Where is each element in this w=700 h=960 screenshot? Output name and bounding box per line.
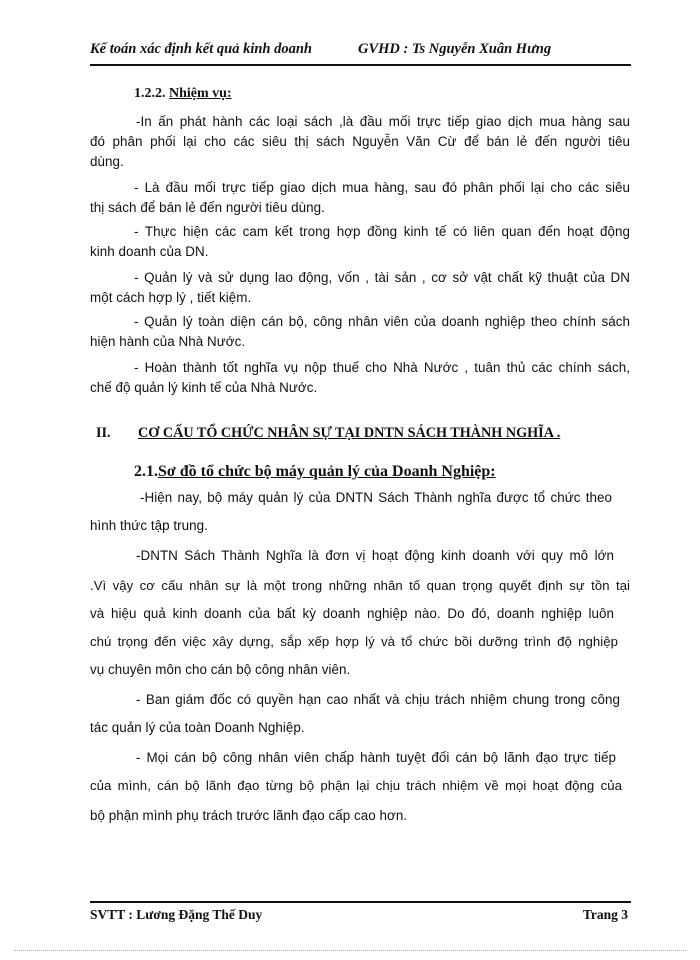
body-line: -DNTN Sách Thành Nghĩa là đơn vị hoạt động kinh doanh với quy mô lớn [136, 548, 614, 563]
section-1-2-2-title: Nhiệm vụ: [169, 86, 232, 101]
body-line: vụ chuyên môn cho cán bộ công nhân viên. [90, 662, 351, 677]
page-break-line [14, 950, 686, 951]
body-line: .Vì vậy cơ cấu nhân sự là một trong những nhân tố quan trọng quyết định sự tồn tại [90, 578, 630, 593]
body-line: và hiệu quả kinh doanh của bất kỳ doanh nghiệp nào. Do đó, doanh nghiệp luôn [90, 606, 614, 621]
section-2-1-heading [134, 463, 496, 481]
body-line: - Hoàn thành tốt nghĩa vụ nộp thuế cho Nhà Nước , tuân thủ các chính sách, [134, 360, 630, 375]
section-II-number: II. [96, 425, 111, 441]
body-line: thị sách để bán lẻ đến người tiêu dùng. [90, 200, 325, 215]
body-line: - Là đầu mối trực tiếp giao dịch mua hàng, sau đó phân phối lại cho các siêu [134, 180, 630, 195]
body-line: bộ phận mình phụ trách trước lãnh đạo cấp cao hơn. [90, 808, 408, 823]
section-II-title: CƠ CẤU TỔ CHỨC NHÂN SỰ TẠI DNTN SÁCH THÀNH NGHĨA . [138, 425, 561, 441]
body-line: -Hiện nay, bộ máy quản lý của DNTN Sách Thành nghĩa được tổ chức theo [140, 490, 612, 505]
section-2-1-title: Sơ đồ tổ chức bộ máy quản lý của Doanh Nghiệp: [158, 463, 496, 480]
body-line: hình thức tập trung. [90, 518, 208, 533]
body-line: - Quản lý và sử dụng lao động, vốn , tài sản , cơ sở vật chất kỹ thuật của DN [134, 270, 630, 285]
header-title: Kế toán xác định kết quả kinh doanh [90, 41, 312, 57]
footer-rule [90, 901, 631, 903]
header-advisor: GVHD : Ts Nguyễn Xuân Hưng [358, 41, 552, 57]
body-line: tác quản lý của toàn Doanh Nghiệp. [90, 720, 305, 735]
footer-student: SVTT : Lương Đặng Thế Duy [90, 907, 263, 922]
body-line: chế độ quản lý kinh tế của Nhà Nước. [90, 380, 318, 395]
body-line: - Ban giám đốc có quyền hạn cao nhất và chịu trách nhiệm chung trong công [136, 692, 620, 707]
body-line: -In ấn phát hành các loại sách ,là đầu mối trực tiếp giao dịch mua hàng sau [136, 114, 630, 129]
section-1-2-2-heading [134, 86, 232, 102]
body-line: chú trọng đến việc xây dựng, sắp xếp hợp lý và tổ chức bồi dưỡng trình độ nghiệp [90, 634, 618, 649]
section-1-2-2-number: 1.2.2. [134, 86, 166, 101]
body-line: - Thực hiện các cam kết trong hợp đồng kinh tế có liên quan đến hoạt động [134, 224, 630, 239]
page-number: Trang 3 [582, 907, 628, 922]
body-line: dùng. [90, 154, 124, 169]
body-line: kinh doanh của DN. [90, 244, 209, 259]
body-line: hiện hành của Nhà Nước. [90, 334, 246, 349]
header-rule [90, 64, 631, 66]
body-line: - Mọi cán bộ công nhân viên chấp hành tuyệt đối cán bộ lãnh đạo trực tiếp [136, 750, 616, 765]
page-footer [90, 907, 630, 927]
body-line: một cách hợp lý , tiết kiệm. [90, 290, 252, 305]
page-header [90, 41, 630, 59]
body-line: của mình, cán bộ lãnh đạo từng bộ phận lại chịu trách nhiệm về mọi hoạt động của [90, 778, 622, 793]
section-2-1-number: 2.1. [134, 463, 158, 480]
body-line: đó phân phối lại cho các siêu thị sách Nguyễn Văn Cừ để bán lẻ đến người tiêu [90, 134, 630, 149]
body-line: - Quản lý toàn diện cán bộ, công nhân viên của doanh nghiệp theo chính sách [134, 314, 630, 329]
